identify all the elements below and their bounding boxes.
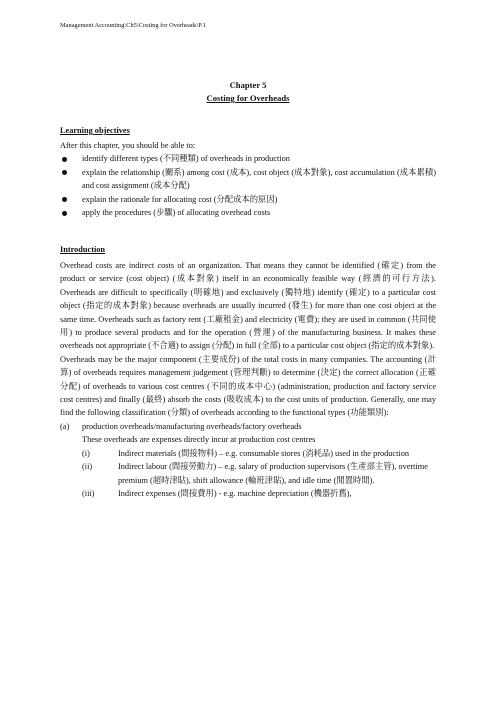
intro-paragraph-1: Overhead costs are indirect costs of an organization. That means they cannot be identified (確定) from the product or service (cost object) (成本對象) itself in an economically feasible way (經濟的可行方法). Overheads are difficult to specifically (明確地) and exclusively (獨特地) identify (確定) to a particular cost object (指定的成本對象) because overheads are usually incurred (發生) for more than one cost object at the same time. Overheads such as factory rent (工廠租金) and electricity (電費); they are used in common (共同使用) to produce several products and for the operation (營運) of the manufacturing business. It makes these overheads not appropriate (不合適) to assign (分配) in full (全部) to a particular cost object (指定的成本對象).: [60, 261, 436, 351]
objective-item: explain the rationale for allocating cost (分配成本的原因): [60, 193, 436, 206]
sub-item-text: Indirect labour (間接勞動力) – e.g. salary of production supervisors (生產部主管), overtime premium (超時津貼), shift allowance (輪班津貼), and idle time (閒置時間).: [118, 462, 428, 485]
bullet-icon: [62, 157, 67, 162]
intro-paragraph-2: Overheads may be the major component (主要成份) of the total costs in many companies. The accounting (計算) of overheads requires management judgement (管理判斷) to determine (決定) the correct allocation (正確分配) of overheads to various cost centres (不同的成本中心) (administration, production and factory service cost centres) and finally (最終) absorb the costs (吸收成本) to the cost units of production. Generally, one may find the following classification (分類) of overheads according to the functional types (功能類別):: [60, 354, 436, 418]
objectives-heading: Learning objectives: [60, 126, 130, 135]
chapter-title: Costing for Overheads: [206, 93, 290, 103]
item-text: production overheads/manufacturing overheads/factory overheads: [82, 421, 302, 431]
objective-item: identify different types (不同種類) of overheads in production: [60, 152, 436, 165]
bullet-icon: [62, 170, 67, 175]
sub-item-label: (i): [82, 448, 90, 458]
chapter-number: Chapter 5: [229, 80, 267, 90]
item-label: (a): [60, 421, 70, 431]
sub-item-label: (ii): [82, 462, 93, 472]
objectives-section: [60, 139, 436, 219]
sub-item: [60, 447, 436, 460]
bullet-icon: [62, 211, 67, 216]
sub-item-label: (iii): [82, 488, 95, 498]
objective-item: apply the procedures (步驟) of allocating overhead costs: [60, 206, 436, 219]
objectives-intro: After this chapter, you should be able to:: [60, 141, 196, 150]
sub-item-text: Indirect expenses (間接費用) - e.g. machine depreciation (機器折舊),: [118, 488, 352, 498]
sub-item: [60, 487, 436, 500]
item-a-description: These overheads are expenses directly incur at production cost centres: [82, 435, 316, 445]
objective-item: explain the relationship (關系) among cost (成本), cost object (成本對象), cost accumulation (成本累積) and cost assignment (成本分配): [60, 166, 436, 193]
classification-item-a: [60, 420, 436, 433]
bullet-icon: [62, 197, 67, 202]
introduction-section: [60, 259, 436, 500]
sub-item: [60, 460, 436, 487]
sub-item-text: Indirect materials (間接物料) – e.g. consumable stores (消耗品) used in the production: [118, 448, 410, 458]
introduction-heading: Introduction: [60, 245, 106, 254]
page-header: Management Accounting\Ch5\Costing for Overheads\P.1: [60, 22, 206, 29]
